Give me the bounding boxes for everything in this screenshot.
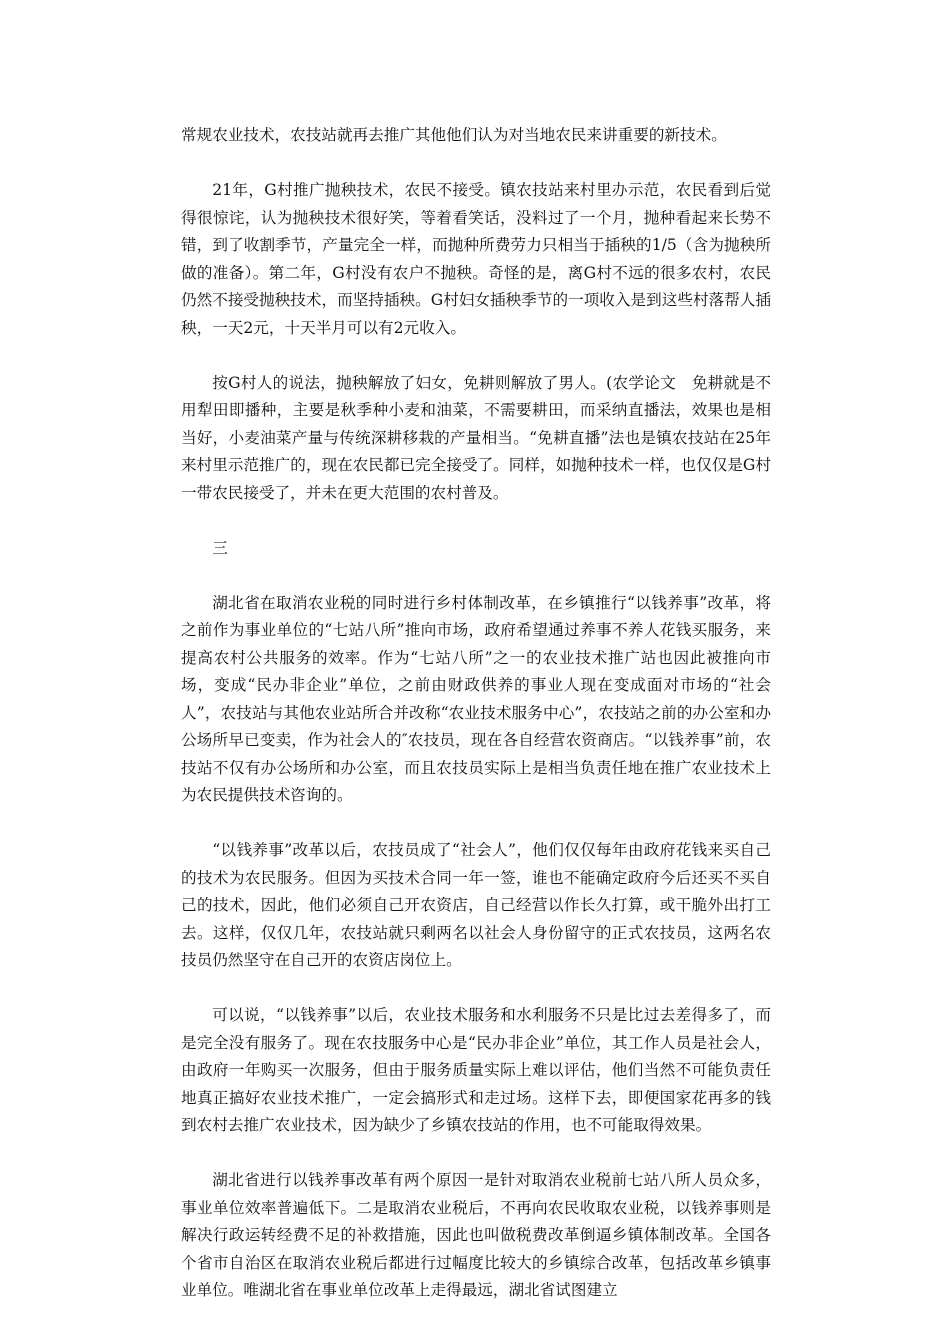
section-heading: 三: [212, 538, 228, 557]
paragraph-broadcast-seeding: 21年，G村推广抛秧技术，农民不接受。镇农技站来村里办示范，农民看到后觉得很惊诧，认为抛秧技术很好笑，等着看笑话，没料过了一个月，抛种看起来长势不错，到了收割季节，产量完全一样，而抛种所费劳力只相当于插秧的1/5（含为抛秧所做的准备）。第二年，G村没有农户不抛秧。奇怪的是，离G村不远的很多农村，农民仍然不接受抛秧技术，而坚持插秧。G村妇女插秧季节的一项收入是到这些村落帮人插秧，一天2元，十天半月可以有2元收入。: [181, 181, 771, 337]
paragraph-reform: 湖北省在取消农业税的同时进行乡村体制改革，在乡镇推行“以钱养事”改革，将之前作为事业单位的“七站八所”推向市场，政府希望通过养事不养人花钱买服务，来提高农村公共服务的效率。作为“七站八所”之一的农业技术推广站也因此被推向市场，变成“民办非企业”单位，之前由财政供养的事业人现在变成面对市场的“社会人”，农技站与其他农业站所合并改称“农业技术服务中心”，农技站之前的办公室和办公场所早已变卖，作为社会人的″农技员，现在各自经营农资商店。“以钱养事”前，农技站不仅有办公场所和办公室，而且农技员实际上是相当负责任地在推广农业技术上为农民提供技术咨询的。: [181, 593, 771, 804]
document-body: [181, 122, 771, 1332]
paragraph-reasons: 湖北省进行以钱养事改革有两个原因一是针对取消农业税前七站八所人员众多，事业单位效率普遍低下。二是取消农业税后，不再向农民收取农业税，以钱养事则是解决行政运转经费不足的补救措施，因此也叫做税费改革倒逼乡镇体制改革。全国各个省市自治区在取消农业税后都进行过幅度比较大的乡镇综合改革，包括改革乡镇事业单位。唯湖北省在事业单位改革上走得最远，湖北省试图建立: [181, 1171, 771, 1299]
paragraph-no-service: 可以说，“以钱养事”以后，农业技术服务和水利服务不只是比过去差得多了，而是完全没有服务了。现在农技服务中心是“民办非企业”单位，其工作人员是社会人，由政府一年购买一次服务，但由于服务质量实际上难以评估，他们当然不可能负责任地真正搞好农业技术推广，一定会搞形式和走过场。这样下去，即便国家花再多的钱到农村去推广农业技术，因为缺少了乡镇农技站的作用，也不可能取得效果。: [181, 1006, 771, 1134]
paragraph-technicians: “以钱养事”改革以后，农技员成了“社会人”，他们仅仅每年由政府花钱来买自己的技术为农民服务。但因为买技术合同一年一签，谁也不能确定政府今后还买不买自己的技术，因此，他们必须自己开农资店，自己经营以作长久打算，或干脆外出打工去。这样，仅仅几年，农技站就只剩两名以社会人身份留守的正式农技员，这两名农技员仍然坚守在自己开的农资店岗位上。: [181, 841, 771, 969]
paragraph-continuation: 常规农业技术，农技站就再去推广其他他们认为对当地农民来讲重要的新技术。: [181, 126, 727, 144]
paragraph-no-till: 按G村人的说法，抛秧解放了妇女，免耕则解放了男人。(农学论文 免耕就是不用犁田即播种，主要是秋季种小麦和油菜，不需要耕田，而采纳直播法，效果也是相当好，小麦油菜产量与传统深耕移栽的产量相当。“免耕直播”法也是镇农技站在25年来村里示范推广的，现在农民都已完全接受了。同样，如抛种技术一样，也仅仅是G村一带农民接受了，并未在更大范围的农村普及。: [181, 373, 771, 502]
